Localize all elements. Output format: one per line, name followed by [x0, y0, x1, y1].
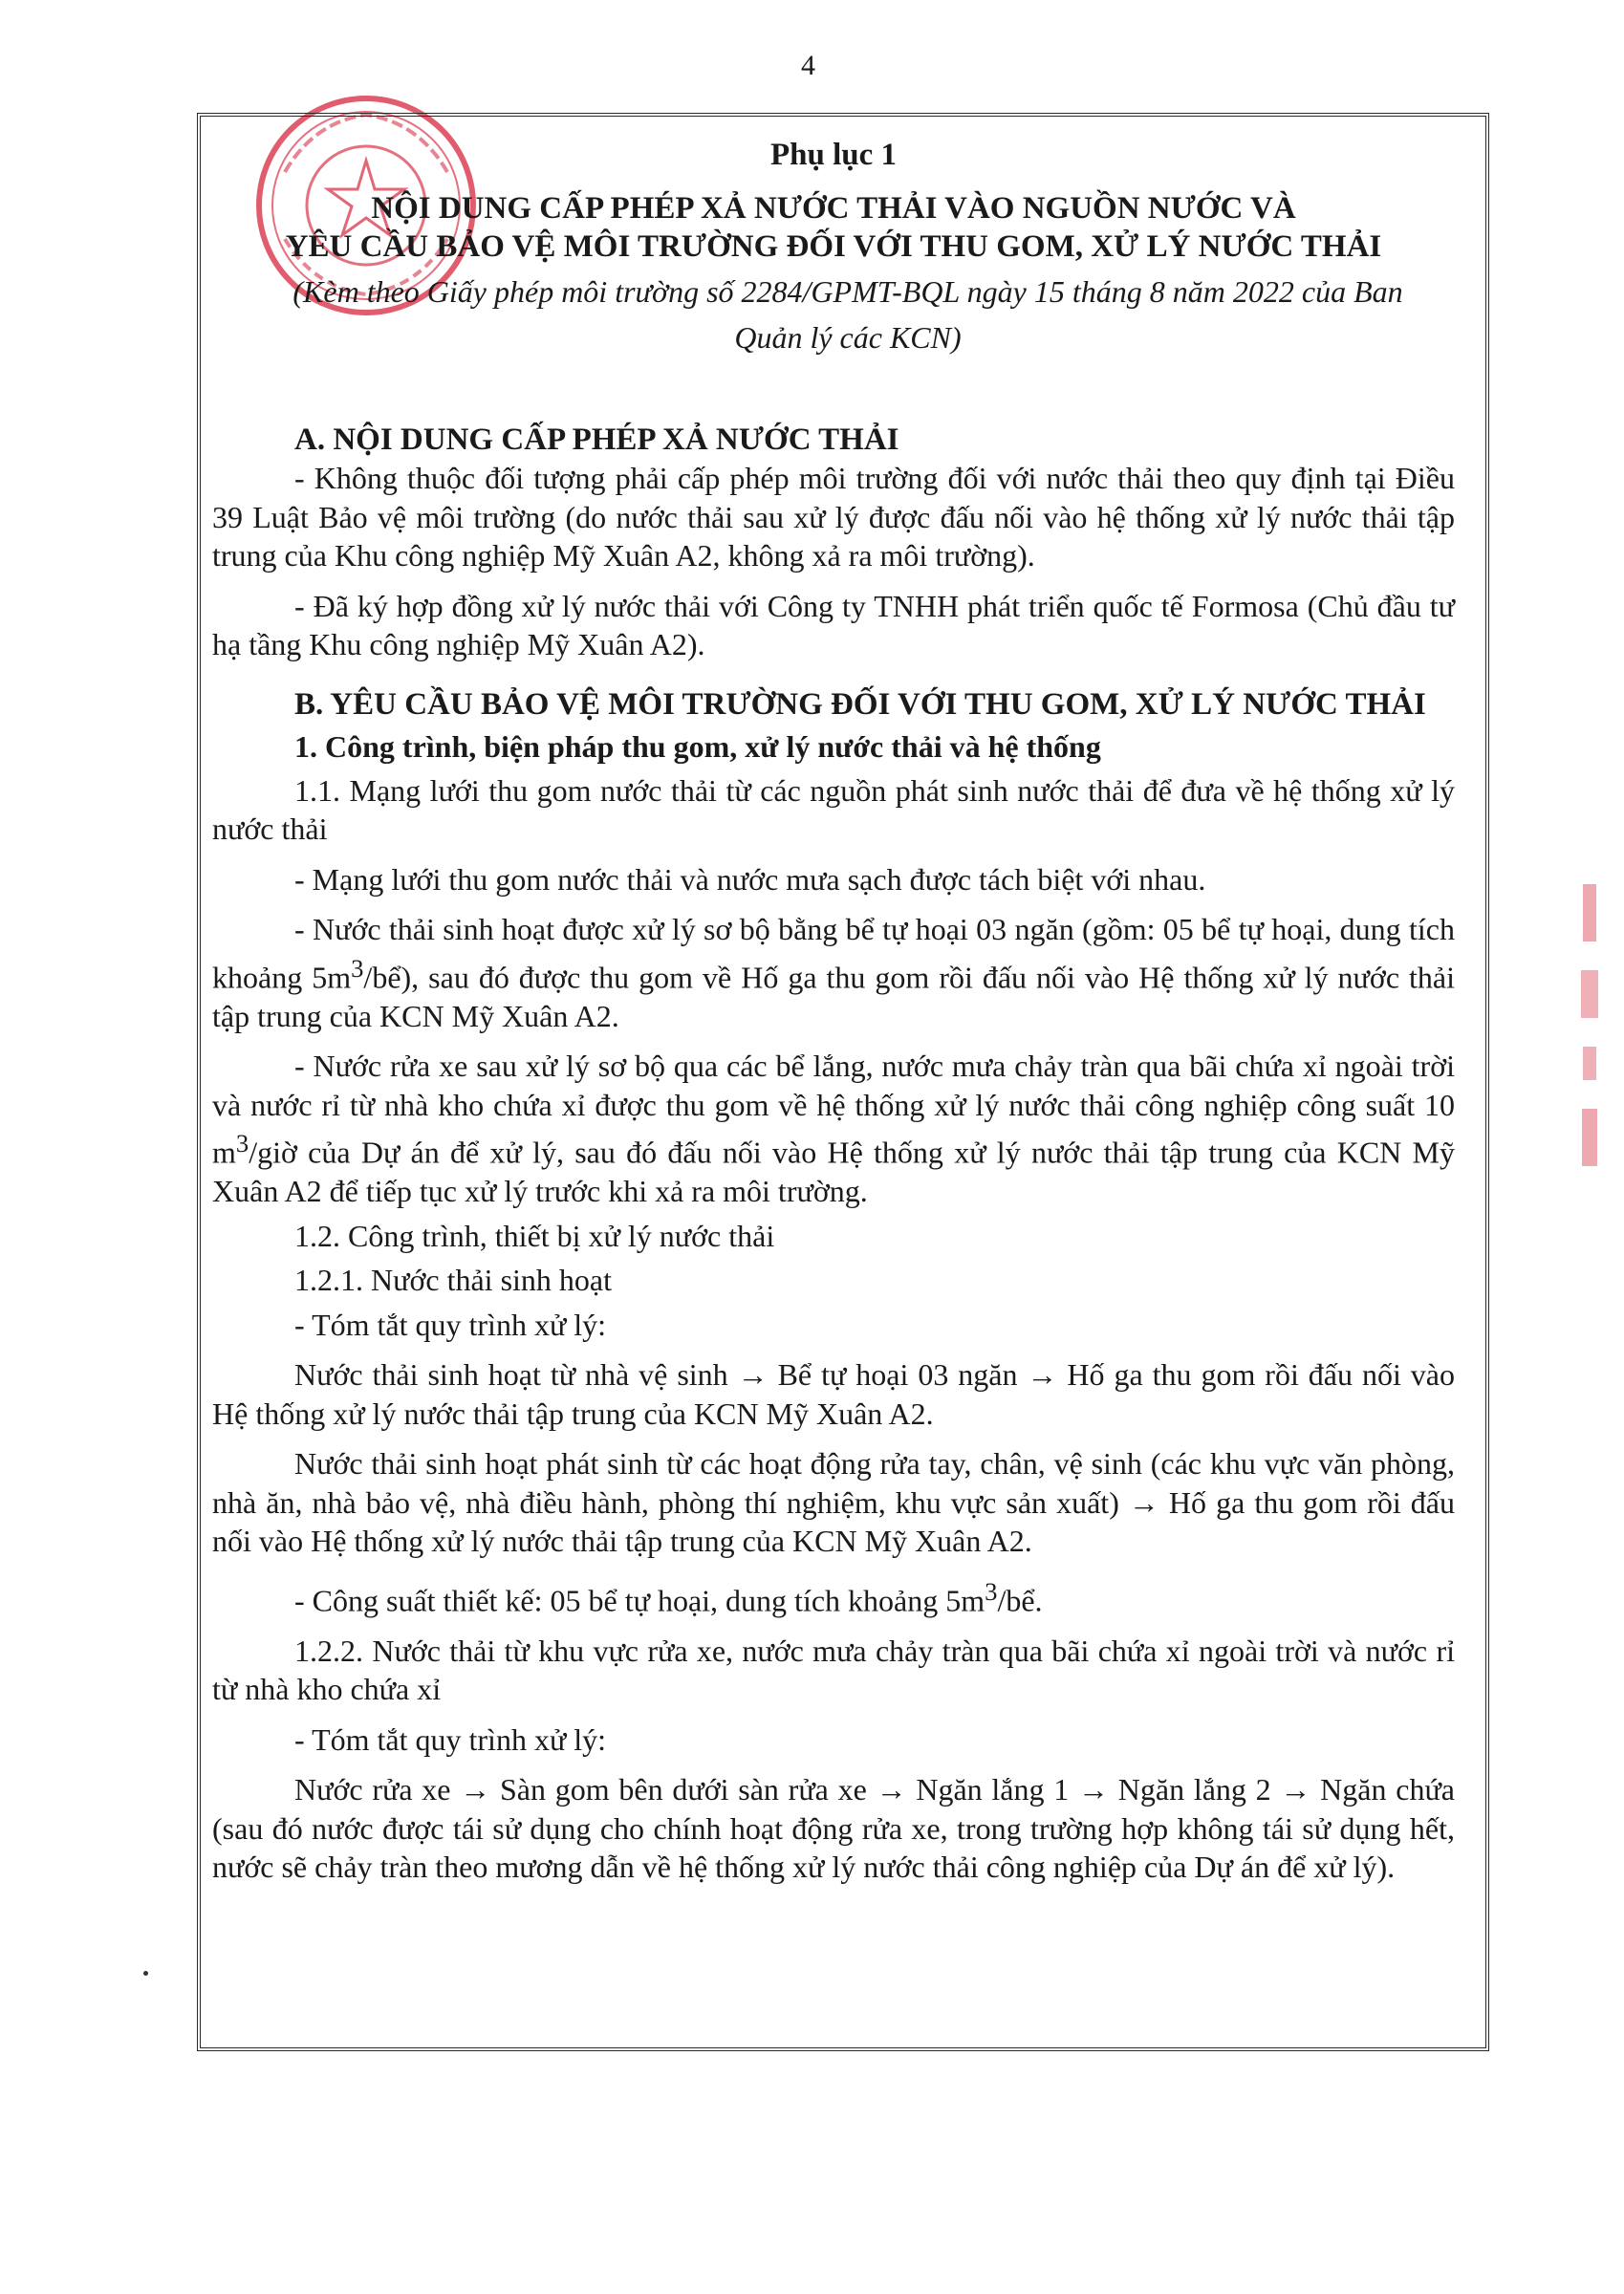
main-title-line-1: NỘI DUNG CẤP PHÉP XẢ NƯỚC THẢI VÀO NGUỒN NƯỚC VÀ — [371, 191, 1296, 226]
paragraph-1-2-2: 1.2.2. Nước thải từ khu vực rửa xe, nước mưa chảy tràn qua bãi chứa xỉ ngoài trời và nước rỉ từ nhà kho chứa xỉ — [212, 1633, 1455, 1707]
paragraph-separation: - Mạng lưới thu gom nước thải và nước mưa sạch được tách biệt với nhau. — [294, 861, 1206, 897]
page-number: 4 — [801, 50, 815, 81]
paragraph-car-wash-wastewater: - Nước rửa xe sau xử lý sơ bộ qua các bể lắng, nước mưa chảy tràn qua bãi chứa xỉ ngoài trời và nước rỉ từ nhà kho chứa xỉ được thu gom về hệ thống xử lý nước thải công nghiệp công suất 10 $m^3$/giờ của Dự án để xử lý, sau đó đấu nối vào Hệ thống xử lý nước thải tập trung của KCN Mỹ Xuân A2 để tiếp tục xử lý trước khi xả ra môi trường. — [212, 1049, 1455, 1209]
subtitle-line-1: (Kèm theo Giấy phép môi trường số 2284/GPMT-BQL ngày 15 tháng 8 năm 2022 của Ban — [292, 274, 1403, 309]
section-a-title: A. NỘI DUNG CẤP PHÉP XẢ NƯỚC THẢI — [294, 422, 899, 457]
subtitle-line-2: Quản lý các KCN) — [734, 320, 962, 355]
paragraph-1-1: 1.1. Mạng lưới thu gom nước thải từ các nguồn phát sinh nước thải để đưa về hệ thống xử lý nước thải — [212, 772, 1455, 846]
section-b-title: B. YÊU CẦU BẢO VỆ MÔI TRƯỜNG ĐỐI VỚI THU GOM, XỬ LÝ NƯỚC THẢI — [294, 686, 1426, 722]
paragraph-process-summary-2: - Tóm tắt quy trình xử lý: — [294, 1721, 607, 1757]
margin-stamp-mark — [1577, 884, 1606, 1171]
appendix-title: Phụ lục 1 — [769, 138, 898, 172]
section-a-paragraph-1: - Không thuộc đối tượng phải cấp phép môi trường đối với nước thải theo quy định tại Điều 39 Luật Bảo vệ môi trường (do nước thải sau xử lý được đấu nối vào hệ thống xử lý nước thải tập trung của Khu công nghiệp Mỹ Xuân A2, không xả ra môi trường). — [212, 461, 1455, 573]
paragraph-flow-1: Nước thải sinh hoạt từ nhà vệ sinh → Bể tự hoại 03 ngăn → Hố ga thu gom rồi đấu nối vào Hệ thống xử lý nước thải tập trung của KCN Mỹ Xuân A2. — [212, 1357, 1455, 1431]
section-a-paragraph-2: - Đã ký hợp đồng xử lý nước thải với Công ty TNHH phát triển quốc tế Formosa (Chủ đầu tư hạ tầng Khu công nghiệp Mỹ Xuân A2). — [212, 588, 1455, 661]
paragraph-domestic-wastewater: - Nước thải sinh hoạt được xử lý sơ bộ bằng bể tự hoại 03 ngăn (gồm: 05 bể tự hoại, dung tích khoảng $5m^3/bể$), sau đó được thu gom về Hố ga thu gom rồi đấu nối vào Hệ thống xử lý nước thải tập trung của KCN Mỹ Xuân A2. — [212, 912, 1456, 1033]
paragraph-1-2: 1.2. Công trình, thiết bị xử lý nước thải — [294, 1218, 775, 1253]
scan-speck — [143, 1971, 148, 1976]
paragraph-flow-2: Nước thải sinh hoạt phát sinh từ các hoạt động rửa tay, chân, vệ sinh (các khu vực văn phòng, nhà ăn, nhà bảo vệ, nhà điều hành, phòng thí nghiệm, khu vực sản xuất) → Hố ga thu gom rồi đấu nối vào Hệ thống xử lý nước thải tập trung của KCN Mỹ Xuân A2. — [212, 1446, 1455, 1559]
main-title-line-2: YÊU CẦU BẢO VỆ MÔI TRƯỜNG ĐỐI VỚI THU GOM, XỬ LÝ NƯỚC THẢI — [285, 229, 1382, 264]
paragraph-process-summary-1: - Tóm tắt quy trình xử lý: — [294, 1307, 607, 1342]
paragraph-1-2-1: 1.2.1. Nước thải sinh hoạt — [294, 1263, 612, 1298]
paragraph-design-capacity: - Công suất thiết kế: 05 bể tự hoại, dung tích khoảng $5m^3/bể$. — [294, 1576, 1043, 1618]
heading-1: 1. Công trình, biện pháp thu gom, xử lý nước thải và hệ thống — [294, 728, 1101, 764]
paragraph-flow-3: Nước rửa xe → Sàn gom bên dưới sàn rửa xe → Ngăn lắng 1 → Ngăn lắng 2 → Ngăn chứa (sau đó nước được tái sử dụng cho chính hoạt động rửa xe, trong trường hợp không tái sử dụng hết, nước sẽ chảy tràn theo mương dẫn về hệ thống xử lý nước thải công nghiệp của Dự án để xử lý). — [212, 1772, 1455, 1885]
appendix-content — [212, 136, 1455, 1887]
